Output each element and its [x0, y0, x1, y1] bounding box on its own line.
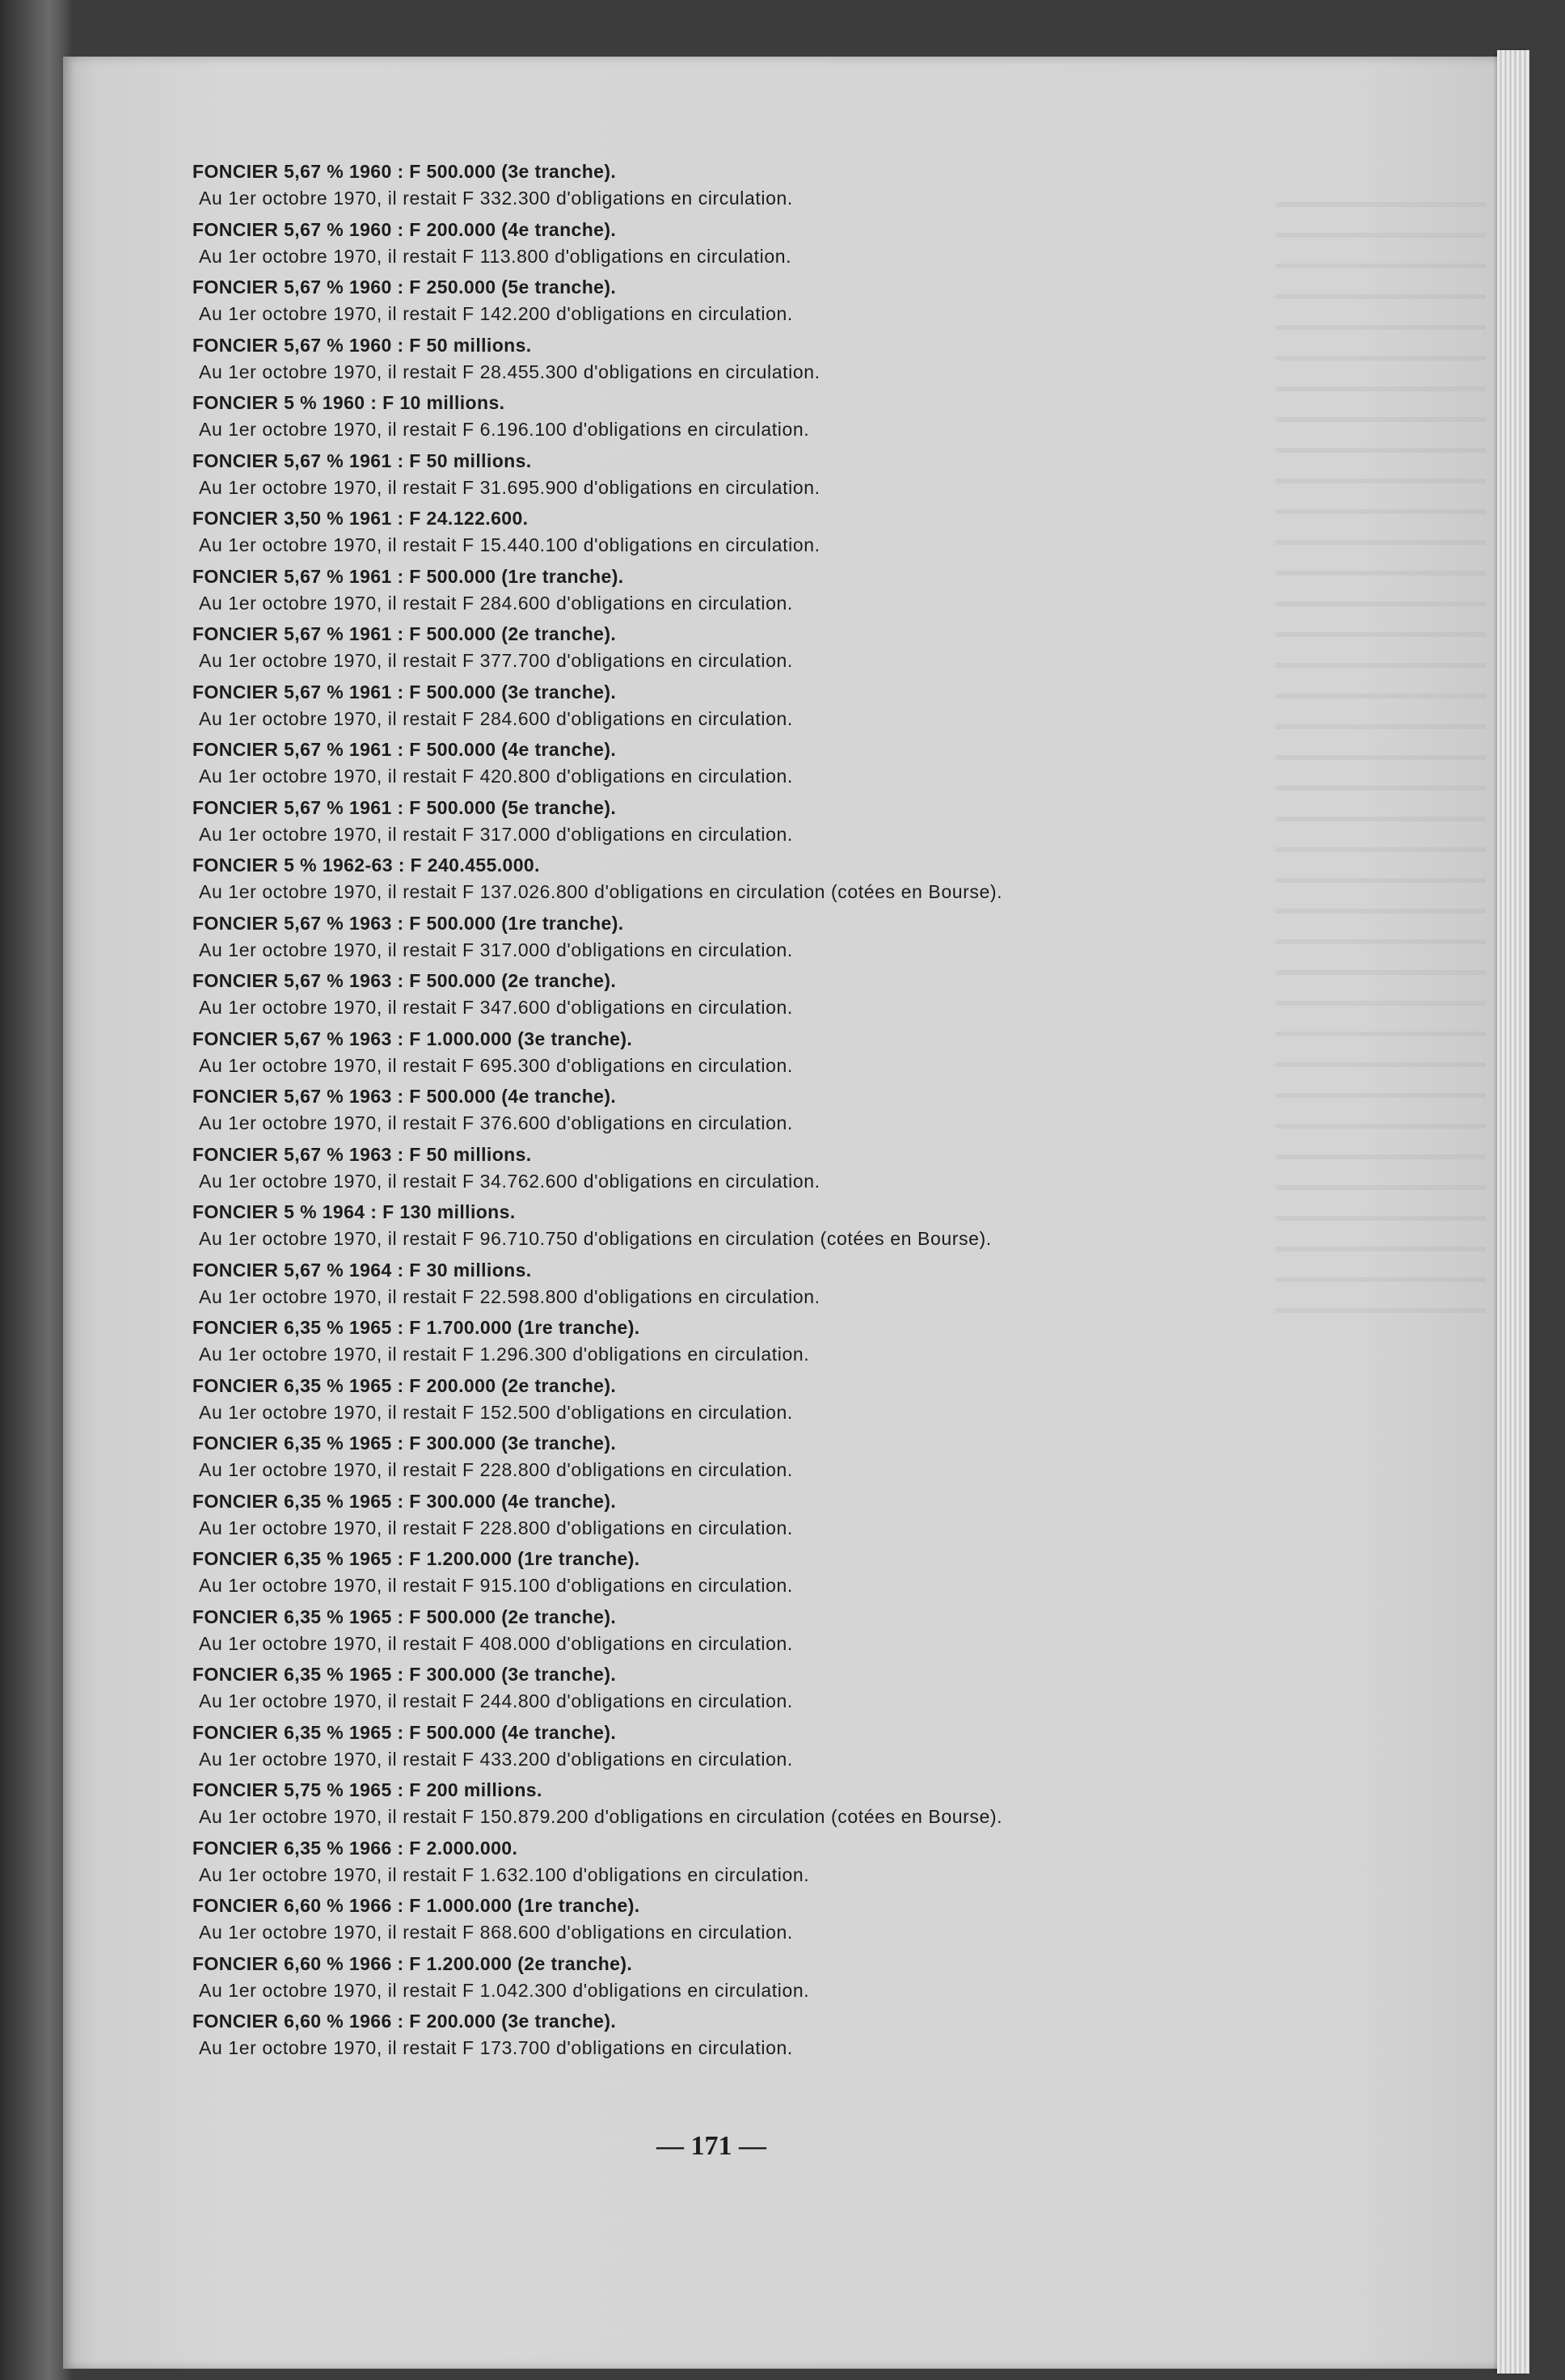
bond-detail: Au 1er octobre 1970, il restait F 152.500 d'obligations en circulation. [199, 1401, 793, 1423]
bond-detail: Au 1er octobre 1970, il restait F 173.700 d'obligations en circulation. [199, 2037, 793, 2058]
bond-title: FONCIER 5,67 % 1960 : F 500.000 (3e tranche). [192, 161, 617, 182]
bond-title: FONCIER 6,35 % 1965 : F 300.000 (4e tranche). [192, 1490, 617, 1512]
bond-detail: Au 1er octobre 1970, il restait F 284.600 d'obligations en circulation. [199, 592, 793, 614]
bond-entry [192, 1546, 1308, 1604]
bond-detail: Au 1er octobre 1970, il restait F 22.598.800 d'obligations en circulation. [199, 1285, 820, 1307]
bond-title: FONCIER 5,67 % 1960 : F 250.000 (5e tranche). [192, 276, 617, 298]
bond-title: FONCIER 5,67 % 1961 : F 500.000 (5e tranche). [192, 796, 617, 818]
bond-entry [192, 1257, 1308, 1315]
bond-title: FONCIER 5,67 % 1961 : F 500.000 (3e tranche). [192, 681, 617, 703]
bond-title: FONCIER 5,67 % 1961 : F 500.000 (1re tranche). [192, 565, 624, 587]
bond-detail: Au 1er octobre 1970, il restait F 228.800 d'obligations en circulation. [199, 1517, 793, 1538]
bond-title: FONCIER 6,35 % 1965 : F 300.000 (3e tranche). [192, 1664, 617, 1685]
bond-title: FONCIER 5,67 % 1963 : F 500.000 (4e tranche). [192, 1086, 617, 1107]
bond-detail: Au 1er octobre 1970, il restait F 142.200 d'obligations en circulation. [199, 303, 793, 324]
bond-entry [192, 2008, 1308, 2066]
bond-title: FONCIER 6,60 % 1966 : F 1.200.000 (2e tranche). [192, 1952, 633, 1974]
bond-entry [192, 736, 1308, 795]
bond-title: FONCIER 6,35 % 1966 : F 2.000.000. [192, 1837, 518, 1859]
bond-detail: Au 1er octobre 1970, il restait F 868.600 d'obligations en circulation. [199, 1922, 793, 1943]
bond-detail: Au 1er octobre 1970, il restait F 347.600 d'obligations en circulation. [199, 997, 793, 1018]
bond-title: FONCIER 6,35 % 1965 : F 1.200.000 (1re tranche). [192, 1548, 640, 1569]
bond-entry [192, 621, 1308, 679]
bond-title: FONCIER 3,50 % 1961 : F 24.122.600. [192, 508, 529, 529]
bond-entry [192, 852, 1308, 910]
bond-entry [192, 390, 1308, 448]
bond-entry [192, 968, 1308, 1026]
bond-entry [192, 332, 1308, 390]
bond-entry [192, 1026, 1308, 1084]
bond-entry [192, 1720, 1308, 1778]
bond-detail: Au 1er octobre 1970, il restait F 137.026.800 d'obligations en circulation (cotées en Bourse). [199, 881, 1003, 902]
bond-entry [192, 505, 1308, 563]
bond-detail: Au 1er octobre 1970, il restait F 377.700 d'obligations en circulation. [199, 650, 793, 671]
bond-title: FONCIER 5,67 % 1961 : F 500.000 (4e tranche). [192, 739, 617, 760]
bond-title: FONCIER 5,67 % 1964 : F 30 millions. [192, 1259, 532, 1281]
bond-title: FONCIER 5 % 1960 : F 10 millions. [192, 392, 505, 413]
bond-entry [192, 1373, 1308, 1431]
bond-detail: Au 1er octobre 1970, il restait F 332.300 d'obligations en circulation. [199, 188, 793, 209]
bond-title: FONCIER 6,35 % 1965 : F 500.000 (2e tranche). [192, 1606, 617, 1627]
bond-entry [192, 1661, 1308, 1720]
bond-detail: Au 1er octobre 1970, il restait F 150.879.200 d'obligations en circulation (cotées en Bourse). [199, 1806, 1003, 1827]
bond-entry [192, 274, 1308, 332]
bond-detail: Au 1er octobre 1970, il restait F 244.800 d'obligations en circulation. [199, 1690, 793, 1711]
bond-detail: Au 1er octobre 1970, il restait F 6.196.100 d'obligations en circulation. [199, 419, 810, 440]
bond-title: FONCIER 5,75 % 1965 : F 200 millions. [192, 1779, 542, 1800]
bond-title: FONCIER 5 % 1962-63 : F 240.455.000. [192, 855, 540, 876]
bond-entry [192, 217, 1308, 275]
bond-entry [192, 1777, 1308, 1835]
page-number: — 171 — [656, 2131, 766, 2161]
bond-title: FONCIER 5,67 % 1961 : F 50 millions. [192, 449, 532, 471]
bond-entry [192, 448, 1308, 506]
bond-entry [192, 158, 1308, 217]
bond-title: FONCIER 6,35 % 1965 : F 200.000 (2e tranche). [192, 1374, 617, 1396]
bond-title: FONCIER 5,67 % 1960 : F 200.000 (4e tranche). [192, 218, 617, 240]
bond-detail: Au 1er octobre 1970, il restait F 31.695.900 d'obligations en circulation. [199, 476, 820, 498]
page-stack-edge [1497, 50, 1529, 2374]
bond-detail: Au 1er octobre 1970, il restait F 433.200 d'obligations en circulation. [199, 1748, 793, 1770]
bond-detail: Au 1er octobre 1970, il restait F 96.710.750 d'obligations en circulation (cotées en Bourse). [199, 1228, 992, 1249]
bond-entry [192, 1951, 1308, 2009]
bond-entry [192, 1893, 1308, 1951]
bond-title: FONCIER 5,67 % 1963 : F 500.000 (2e tranche). [192, 970, 617, 991]
bond-title: FONCIER 5,67 % 1963 : F 500.000 (1re tranche). [192, 912, 624, 934]
bond-detail: Au 1er octobre 1970, il restait F 1.632.100 d'obligations en circulation. [199, 1863, 810, 1885]
bond-detail: Au 1er octobre 1970, il restait F 1.042.300 d'obligations en circulation. [199, 1979, 810, 2001]
bond-entry [192, 1141, 1308, 1200]
bond-detail: Au 1er octobre 1970, il restait F 317.000 d'obligations en circulation. [199, 939, 793, 960]
bond-detail: Au 1er octobre 1970, il restait F 695.300 d'obligations en circulation. [199, 1054, 793, 1076]
bond-entry [192, 795, 1308, 853]
bond-title: FONCIER 6,35 % 1965 : F 1.700.000 (1re tranche). [192, 1317, 640, 1338]
bond-entry [192, 1488, 1308, 1547]
bond-detail: Au 1er octobre 1970, il restait F 1.296.300 d'obligations en circulation. [199, 1344, 810, 1365]
bond-title: FONCIER 5,67 % 1960 : F 50 millions. [192, 334, 532, 356]
bond-detail: Au 1er octobre 1970, il restait F 113.800 d'obligations en circulation. [199, 245, 792, 267]
bond-entry [192, 910, 1308, 968]
bond-title: FONCIER 5,67 % 1961 : F 500.000 (2e tranche). [192, 623, 617, 644]
bond-detail: Au 1er octobre 1970, il restait F 376.600 d'obligations en circulation. [199, 1112, 793, 1133]
bond-detail: Au 1er octobre 1970, il restait F 28.455.300 d'obligations en circulation. [199, 361, 820, 382]
bond-title: FONCIER 5,67 % 1963 : F 50 millions. [192, 1143, 532, 1165]
bond-entry [192, 563, 1308, 622]
bond-entry [192, 1604, 1308, 1662]
bond-entry [192, 679, 1308, 737]
bond-title: FONCIER 6,60 % 1966 : F 1.000.000 (1re tranche). [192, 1895, 640, 1916]
bond-entry [192, 1083, 1308, 1141]
bond-detail: Au 1er octobre 1970, il restait F 408.000 d'obligations en circulation. [199, 1632, 793, 1654]
bond-detail: Au 1er octobre 1970, il restait F 915.100 d'obligations en circulation. [199, 1575, 793, 1596]
bond-detail: Au 1er octobre 1970, il restait F 15.440.100 d'obligations en circulation. [199, 534, 820, 555]
bond-entry [192, 1835, 1308, 1893]
bond-detail: Au 1er octobre 1970, il restait F 284.600 d'obligations en circulation. [199, 707, 793, 729]
bond-title: FONCIER 6,35 % 1965 : F 500.000 (4e tranche). [192, 1721, 617, 1743]
bond-entry [192, 1314, 1308, 1373]
bond-title: FONCIER 5 % 1964 : F 130 millions. [192, 1201, 516, 1222]
bond-title: FONCIER 6,60 % 1966 : F 200.000 (3e tranche). [192, 2011, 617, 2032]
bond-list [192, 158, 1308, 2066]
bond-detail: Au 1er octobre 1970, il restait F 34.762.600 d'obligations en circulation. [199, 1170, 820, 1192]
bond-entry [192, 1199, 1308, 1257]
bond-title: FONCIER 5,67 % 1963 : F 1.000.000 (3e tranche). [192, 1028, 633, 1049]
bond-entry [192, 1430, 1308, 1488]
bond-detail: Au 1er octobre 1970, il restait F 228.800 d'obligations en circulation. [199, 1459, 793, 1480]
bond-detail: Au 1er octobre 1970, il restait F 317.000 d'obligations en circulation. [199, 823, 793, 845]
bond-title: FONCIER 6,35 % 1965 : F 300.000 (3e tranche). [192, 1433, 617, 1454]
bond-detail: Au 1er octobre 1970, il restait F 420.800 d'obligations en circulation. [199, 766, 793, 787]
